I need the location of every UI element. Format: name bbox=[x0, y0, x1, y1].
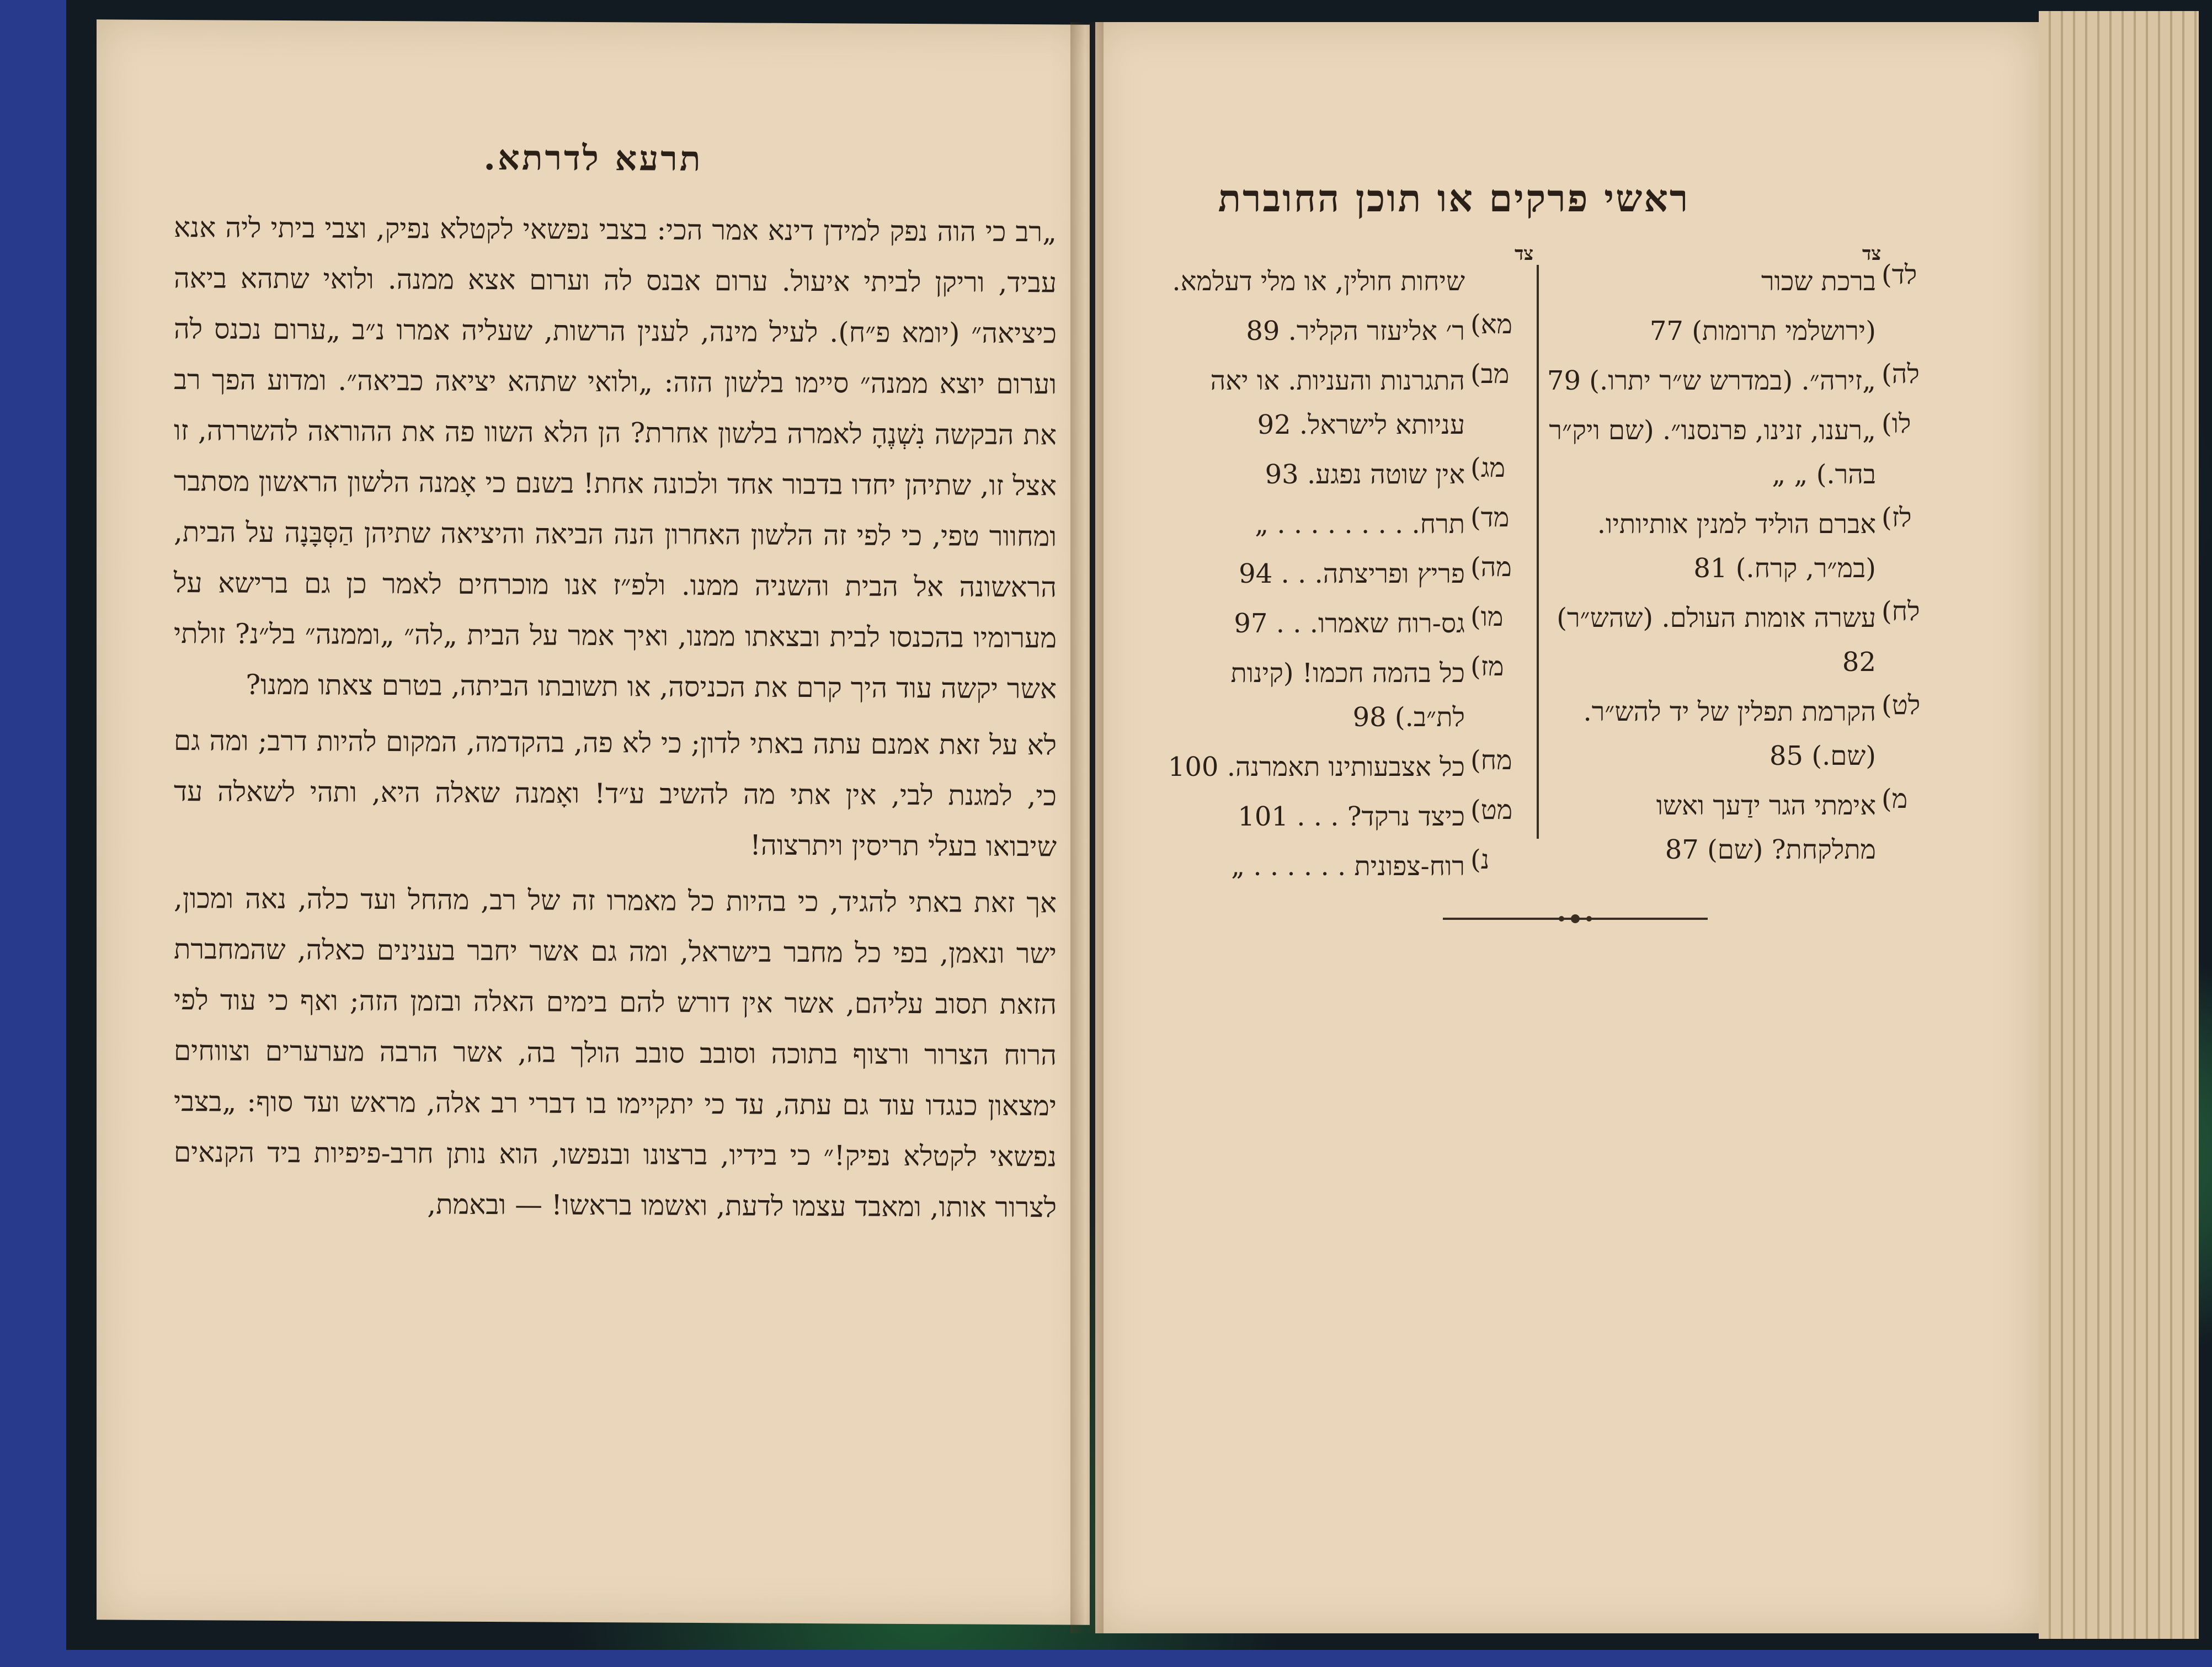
toc-entry-page: „ „ bbox=[1772, 459, 1808, 490]
toc-entry bbox=[1167, 745, 1531, 789]
toc-entry-title: תרח. . . . . . . . . bbox=[1277, 509, 1465, 540]
toc-entry-number: מג) bbox=[1470, 452, 1506, 483]
toc-entry-title: אין שוטה נפגע. bbox=[1307, 459, 1465, 490]
toc-entry-title: ר׳ אליעזר הקליר. bbox=[1288, 316, 1465, 347]
toc-entry bbox=[1167, 601, 1531, 646]
toc-entry-page: 93 bbox=[1265, 459, 1299, 490]
left-page-body bbox=[174, 202, 1057, 1238]
toc-entry bbox=[1545, 596, 1942, 684]
running-head: תרעא לדרתא. bbox=[483, 137, 703, 179]
toc-entry-page: 81 bbox=[1693, 553, 1728, 584]
toc-entry-text bbox=[1167, 795, 1465, 839]
toc-entry-title: גס-רוח שאמרו. . . bbox=[1276, 608, 1465, 639]
toc-entry-text bbox=[1545, 359, 1876, 403]
toc-entry-page: 87 bbox=[1665, 834, 1699, 865]
toc-entry-page: „ bbox=[1255, 509, 1269, 540]
toc-entry bbox=[1167, 452, 1531, 497]
toc-entry-number: מד) bbox=[1470, 502, 1510, 533]
toc-entry-text bbox=[1167, 359, 1465, 447]
toc-entry-text bbox=[1167, 259, 1465, 303]
toc-entry-text bbox=[1545, 309, 1876, 353]
toc-entry bbox=[1545, 690, 1942, 778]
book-spine bbox=[1070, 22, 1104, 1633]
toc-entry-number: לו) bbox=[1881, 408, 1911, 439]
toc-entry-number: מט) bbox=[1470, 795, 1513, 825]
toc-entry bbox=[1545, 359, 1942, 403]
toc-entry-page: 92 bbox=[1257, 409, 1291, 440]
toc-entry bbox=[1545, 408, 1942, 497]
toc-entry-page: 82 bbox=[1842, 647, 1876, 678]
right-page bbox=[1095, 22, 2039, 1633]
toc-entry-page: 77 bbox=[1649, 316, 1683, 347]
toc-entry-title: רוח-צפונית . . . . . . bbox=[1253, 851, 1465, 882]
toc-right-column bbox=[1545, 259, 1942, 877]
toc-entry bbox=[1545, 784, 1942, 872]
toc-entry-title: כל בהמה חכמו! (קינות לת״ב.) bbox=[1230, 658, 1465, 733]
toc-entry bbox=[1167, 309, 1531, 353]
toc-entry-text bbox=[1167, 309, 1465, 353]
page-edges bbox=[2039, 11, 2199, 1639]
toc-entry-number: לח) bbox=[1881, 596, 1920, 627]
toc-entry bbox=[1545, 259, 1942, 303]
toc-entry-title: ברכת שכור bbox=[1761, 266, 1876, 297]
toc-entry-number: לט) bbox=[1881, 690, 1921, 721]
column-divider bbox=[1537, 265, 1539, 839]
toc-entry bbox=[1167, 502, 1531, 546]
column-label-left: צד bbox=[1515, 243, 1534, 265]
toc-entry-text bbox=[1167, 502, 1465, 546]
toc-entry-text bbox=[1545, 259, 1876, 303]
toc-entry-text bbox=[1167, 552, 1465, 596]
toc-entry-number: מח) bbox=[1470, 745, 1512, 776]
toc-entry-number: לז) bbox=[1881, 502, 1912, 533]
toc-entry-page: 94 bbox=[1239, 558, 1273, 589]
toc-entry bbox=[1167, 259, 1531, 303]
toc-entry bbox=[1167, 552, 1531, 596]
toc-entry-title: פריץ ופריצתה. . . bbox=[1281, 558, 1465, 589]
toc-entry bbox=[1545, 502, 1942, 590]
toc-entry-text bbox=[1545, 408, 1876, 497]
toc-entry bbox=[1167, 844, 1531, 888]
toc-entry-title: „רענו, זנינו, פרנסנו״. (שם ויק״ר בהר.) bbox=[1549, 415, 1876, 490]
toc-entry-text bbox=[1545, 596, 1876, 684]
toc-entry-text bbox=[1545, 690, 1876, 778]
toc-entry-page: 100 bbox=[1168, 752, 1219, 782]
paragraph: אך זאת באתי להגיד, כי בהיות כל מאמרו זה של רב, מהחל ועד כלה, נאה ומכון, ישר ונאמן, בפי כל מחבר בישראל, ומה גם אשר יחבר בענינים כאלה, שהמחברת הזאת תסוב עליהם, אשר אין דורש להם בימים האלה ובזמן הזה; ואף כי עוד לפי הרוח הצרור ורצוף בתוכה וסובב סובב הולך בה, אשר הרבה מערערים וצווחים ימצאון כנגדו עוד גם עתה, עד כי יתקיימו בו דברי רב אלה, מראש ועד סוף: „בצבי נפשאי לקטלא נפיק!״ כי בידיו, ברצונו ובנפשו, הוא נותן חרב-פיפיות ביד הקנאים לצרור אותו, ומאבד עצמו לדעת, ואשמו בראשו! — ובאמת, bbox=[174, 882, 1057, 1224]
column-label-right: צד bbox=[1862, 243, 1881, 265]
toc-entry-title: שיחות חולין, או מלי דעלמא. bbox=[1172, 266, 1465, 297]
toc-entry-title: כל אצבעותינו תאמרנה. bbox=[1227, 752, 1465, 782]
toc-title: ראשי פרקים או תוכן החוברת bbox=[1218, 177, 1690, 221]
toc-left-column bbox=[1167, 259, 1531, 894]
toc-entry-text bbox=[1167, 452, 1465, 497]
toc-entry-title: כיצד נרקד? . . . bbox=[1297, 801, 1465, 832]
ornament-divider bbox=[1443, 910, 1708, 927]
toc-entry-text bbox=[1167, 844, 1465, 888]
toc-entry-title: אימתי הגר ידַעך ואשו מתלקחת? (שם) bbox=[1656, 790, 1876, 865]
toc-entry-text bbox=[1167, 651, 1465, 739]
paragraph: „רב כי הוה נפק למידן דינא אמר הכי: בצבי נפשאי לקטלא נפיק, וצבי ביתי ליה אנא עביד, וריקן לביתי איעול. ערום אבנס לה וערום אצא ממנה. ולואי שתהא ביאה כיציאה״ (יומא פ״ח). לעיל מינה, לענין הרשות, שעליה אמרו נ״ב „ערום נכנס לה וערום יוצא ממנה״ סיימו בלשון הזה: „ולואי שתהא יציאה כביאה״. ומדוע הפך רב את הבקשה נִשְׁנֶהָ לאמרה בלשון אחרת? הן הלא השוו פה את ההוראה להשררה, זו אצל זו, שתיהן יחדו בדבור אחד ולכונה אחת! בשנם כי אָמנה הלשון הראשון מסתבר ומחוור טפי, כי לפי זה הלשון האחרון הנה הביאה והיציאה שתיהן הַסְּבָּנָה על הבית, הראשונה אל הבית והשניה ממנו. ולפ״ז אנו מוכרחים לאמר כן גם ברישא על מערומיו בהכנסו לבית ובצאתו ממנו, ואיך אמר על הבית „לה״ „וממנה״ בל״נ? זולתי אשר יקשה עוד היך קרם את הכניסה, או תשובתו הביתה, בטרם צאתו ממנו? bbox=[174, 211, 1057, 705]
toc-entry-text bbox=[1167, 745, 1465, 789]
toc-entry-number: לה) bbox=[1881, 359, 1920, 390]
toc-entry-number: מה) bbox=[1470, 552, 1512, 583]
toc-entry-number: מז) bbox=[1470, 651, 1504, 682]
toc-entry-title: (ירושלמי תרומות) bbox=[1692, 316, 1876, 347]
left-page bbox=[97, 19, 1090, 1625]
toc-entry-title: הקרמת תפלין של יד להש״ר. (שם.) bbox=[1583, 696, 1876, 771]
toc-entry-number: נ) bbox=[1470, 844, 1490, 875]
toc-entry-number: מא) bbox=[1470, 309, 1512, 340]
toc-entry bbox=[1167, 795, 1531, 839]
toc-entry-text bbox=[1167, 601, 1465, 646]
toc-entry bbox=[1545, 309, 1942, 353]
toc-entry-page: 89 bbox=[1246, 316, 1280, 347]
toc-entry-text bbox=[1545, 784, 1876, 872]
toc-entry bbox=[1167, 651, 1531, 739]
toc-entry-title: עשרה אומות העולם. (שהש״ר) bbox=[1557, 603, 1876, 633]
toc-entry-text bbox=[1545, 502, 1876, 590]
toc-entry-title: „זירה״. (במדרש ש״ר יתרו.) bbox=[1589, 365, 1876, 396]
toc-entry bbox=[1167, 359, 1531, 447]
toc-entry-page: 98 bbox=[1352, 702, 1387, 733]
toc-entry-page: 85 bbox=[1769, 741, 1804, 771]
toc-entry-page: 97 bbox=[1234, 608, 1268, 639]
toc-entry-number: לד) bbox=[1881, 259, 1917, 290]
toc-entry-page: „ bbox=[1231, 851, 1245, 882]
paragraph: לא על זאת אמנם עתה באתי לדון; כי לא פה, בהקדמה, המקום להיות דרב; ומה גם כי, למגנת לבי, אין אתי מה להשיב ע״ד! ואָמנה שאלה היא, ותהי לשאלה עד שיבואו בעלי תריסין ויתרצוה! bbox=[174, 725, 1057, 863]
toc-entry-number: מ) bbox=[1881, 784, 1908, 814]
toc-entry-page: 79 bbox=[1547, 365, 1581, 396]
toc-entry-number: מו) bbox=[1470, 601, 1504, 632]
toc-entry-title: התגרנות והעניות. או יאה עניותא לישראל. bbox=[1210, 365, 1465, 440]
toc-entry-page: 101 bbox=[1238, 801, 1288, 832]
toc-entry-number: מב) bbox=[1470, 359, 1510, 390]
toc-entry-title: אברם הוליד למנין אותיותיו. (במ״ר, קרח.) bbox=[1597, 509, 1876, 584]
